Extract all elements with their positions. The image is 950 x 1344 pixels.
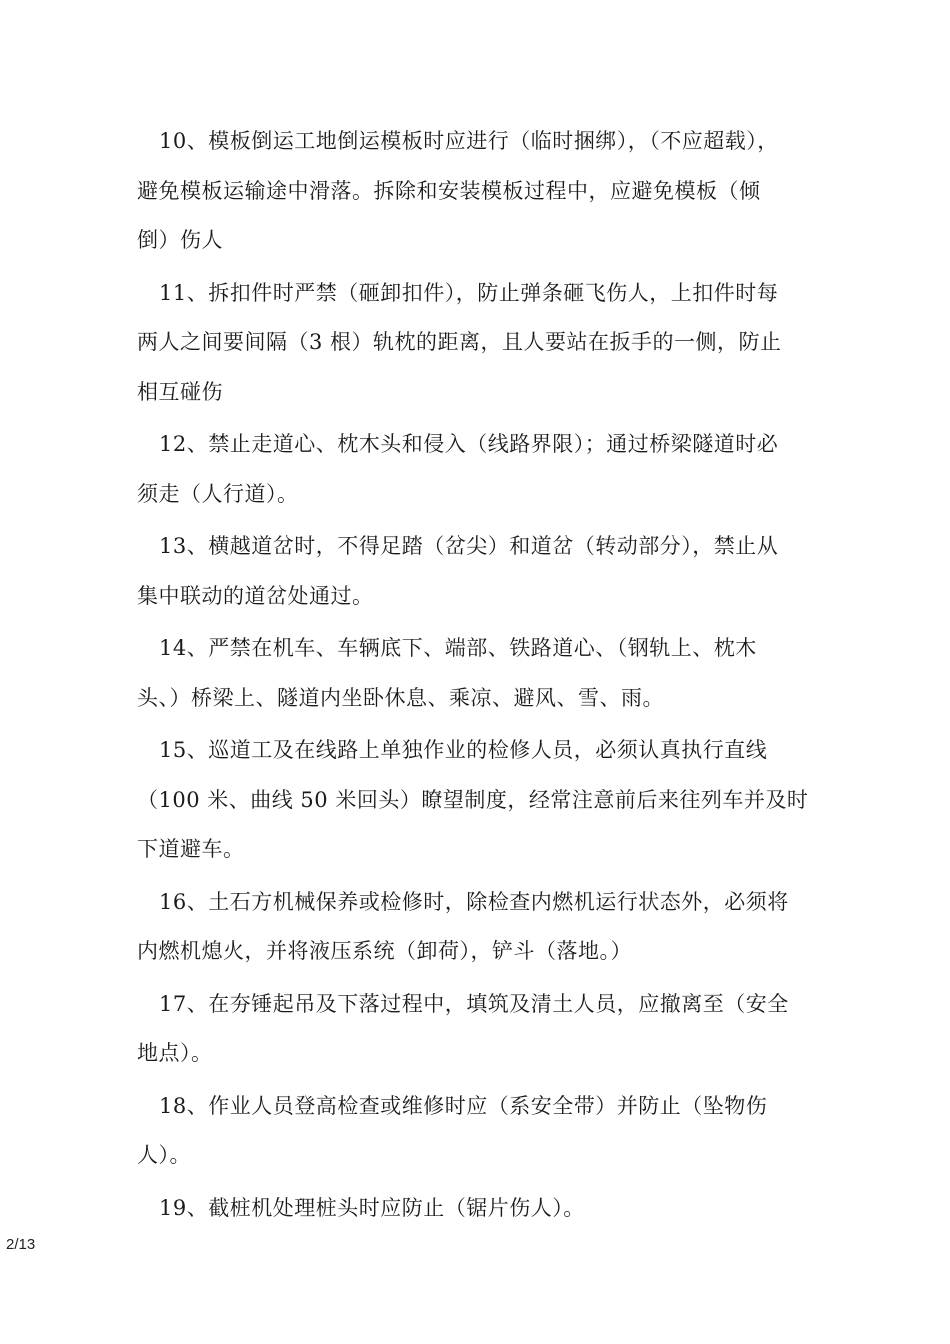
text-line: 11、拆扣件时严禁（砸卸扣件），防止弹条砸飞伤人，上扣件时每 <box>159 280 779 305</box>
text-line: 13、横越道岔时，不得足踏（岔尖）和道岔（转动部分），禁止从 <box>159 534 779 558</box>
text-line: 18、作业人员登高检查或维修时应（系安全带）并防止（坠物伤 <box>159 1093 768 1118</box>
text-line: 两人之间要间隔（3 根）轨枕的距离，且人要站在扳手的一侧，防止 <box>137 330 782 354</box>
paragraph-item-10 <box>137 117 837 266</box>
paragraph-item-17 <box>137 980 837 1079</box>
text-line: 避免模板运输途中滑落。拆除和安装模板过程中，应避免模板（倾 <box>137 178 761 203</box>
text-line: 相互碰伤 <box>137 379 223 404</box>
text-line: 17、在夯锤起吊及下落过程中，填筑及清土人员，应撤离至（安全 <box>159 991 789 1016</box>
text-line: 倒）伤人 <box>137 228 223 252</box>
text-line: 头、）桥梁上、隧道内坐卧休息、乘凉、避风、雪、雨。 <box>137 685 664 710</box>
text-line: 下道避车。 <box>137 837 245 861</box>
text-line: 16、土石方机械保养或检修时，除检查内燃机运行状态外，必须将 <box>159 889 789 914</box>
text-line: 集中联动的道岔处通过。 <box>137 583 374 608</box>
paragraph-item-12 <box>137 420 837 519</box>
text-line: 人）。 <box>137 1143 191 1167</box>
paragraph-item-16 <box>137 878 837 977</box>
paragraph-item-18 <box>137 1082 837 1181</box>
paragraph-item-13 <box>137 522 837 621</box>
text-line: 地点）。 <box>137 1041 213 1065</box>
text-line: （100 米、曲线 50 米回头）瞭望制度，经常注意前后来往列车并及时 <box>137 787 809 812</box>
paragraph-item-14 <box>137 624 837 723</box>
text-line: 12、禁止走道心、枕木头和侵入（线路界限）；通过桥梁隧道时必 <box>159 432 779 456</box>
document-body <box>137 117 837 1236</box>
text-line: 10、模板倒运工地倒运模板时应进行（临时捆绑），（不应超载）， <box>159 129 779 153</box>
text-line: 须走（人行道）。 <box>137 481 299 506</box>
text-line: 19、截桩机处理桩头时应防止（锯片伤人）。 <box>159 1195 585 1220</box>
page-number: 2/13 <box>6 1236 36 1253</box>
text-line: 14、严禁在机车、车辆底下、端部、铁路道心、（钢轨上、枕木 <box>159 636 757 660</box>
paragraph-item-15 <box>137 726 837 875</box>
text-line: 15、巡道工及在线路上单独作业的检修人员，必须认真执行直线 <box>159 738 768 762</box>
paragraph-item-11 <box>137 269 837 418</box>
paragraph-item-19 <box>137 1184 837 1234</box>
text-line: 内燃机熄火，并将液压系统（卸荷），铲斗（落地。） <box>137 939 632 963</box>
